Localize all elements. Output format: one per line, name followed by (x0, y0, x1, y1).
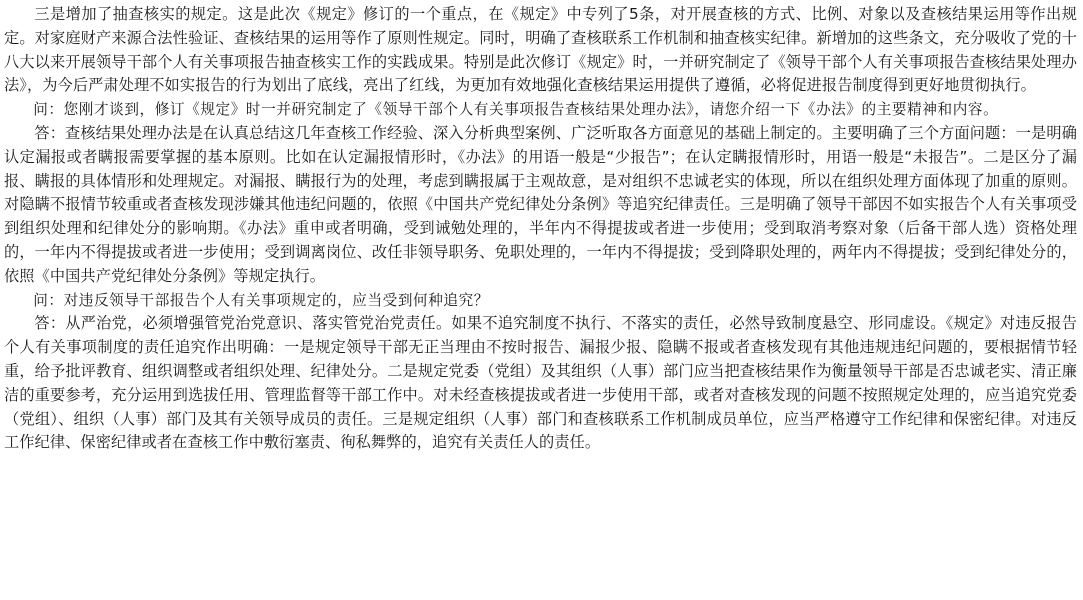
paragraph-spot-check-provisions: 三是增加了抽查核实的规定。这是此次《规定》修订的一个重点，在《规定》中专列了5条，对开展查核的方式、比例、对象以及查核结果运用等作出规定。对家庭财产来源合法性验证、查核结果的运用等作了原则性规定。同时，明确了查核联系工作机制和抽查核实纪律。新增加的这些条文，充分吸收了党的十八大以来开展领导干部个人有关事项报告抽查核实工作的实践成果。特别是此次修订《规定》时，一并研究制定了《领导干部个人有关事项报告查核结果处理办法》，为今后严肃处理不如实报告的行为划出了底线，亮出了红线，为更加有效地强化查核结果运用提供了遵循，必将促进报告制度得到更好地贯彻执行。 (4, 5, 1077, 95)
answer-handling-measures: 答：查核结果处理办法是在认真总结这几年查核工作经验、深入分析典型案例、广泛听取各方面意见的基础上制定的。主要明确了三个方面问题：一是明确认定漏报或者瞒报需要掌握的基本原则。比如在认定漏报情形时，《办法》的用语一般是“少报告”；在认定瞒报情形时，用语一般是“未报告”。二是区分了漏报、瞒报的具体情形和处理规定。对漏报、瞒报行为的处理，考虑到瞒报属于主观故意，是对组织不忠诚老实的体现，所以在组织处理方面体现了加重的原则。对隐瞒不报情节较重或者查核发现涉嫌其他违纪问题的，依照《中国共产党纪律处分条例》等追究纪律责任。三是明确了领导干部因不如实报告个人有关事项受到组织处理和纪律处分的影响期。《办法》重申或者明确，受到诫勉处理的，半年内不得提拔或者进一步使用；受到取消考察对象（后备干部人选）资格处理的，一年内不得提拔或者进一步使用；受到调离岗位、改任非领导职务、免职处理的，一年内不得提拔；受到降职处理的，两年内不得提拔；受到纪律处分的，依照《中国共产党纪律处分条例》等规定执行。 (4, 123, 1077, 285)
answer-accountability: 答：从严治党，必须增强管党治党意识、落实管党治党责任。如果不追究制度不执行、不落实的责任，必然导致制度悬空、形同虚设。《规定》对违反报告个人有关事项制度的责任追究作出明确：一是规定领导干部无正当理由不按时报告、漏报少报、隐瞒不报或者查核发现有其他违规违纪问题的，要根据情节轻重，给予批评教育、组织调整或者组织处理、纪律处分。二是规定党委（党组）及其组织（人事）部门应当把查核结果作为衡量领导干部是否忠诚老实、清正廉洁的重要参考，充分运用到选拔任用、管理监督等干部工作中。对未经查核提拔或者进一步使用干部，或者对查核发现的问题不按照规定处理的，应当追究党委（党组）、组织（人事）部门及其有关领导成员的责任。三是规定组织（人事）部门和查核联系工作机制成员单位，应当严格遵守工作纪律和保密纪律。对违反工作纪律、保密纪律或者在查核工作中敷衍塞责、徇私舞弊的，追究有关责任人的责任。 (4, 314, 1077, 452)
question-handling-measures: 问：您刚才谈到，修订《规定》时一并研究制定了《领导干部个人有关事项报告查核结果处理办法》，请您介绍一下《办法》的主要精神和内容。 (33, 101, 999, 119)
question-accountability: 问：对违反领导干部报告个人有关事项规定的，应当受到何种追究？ (33, 291, 490, 309)
